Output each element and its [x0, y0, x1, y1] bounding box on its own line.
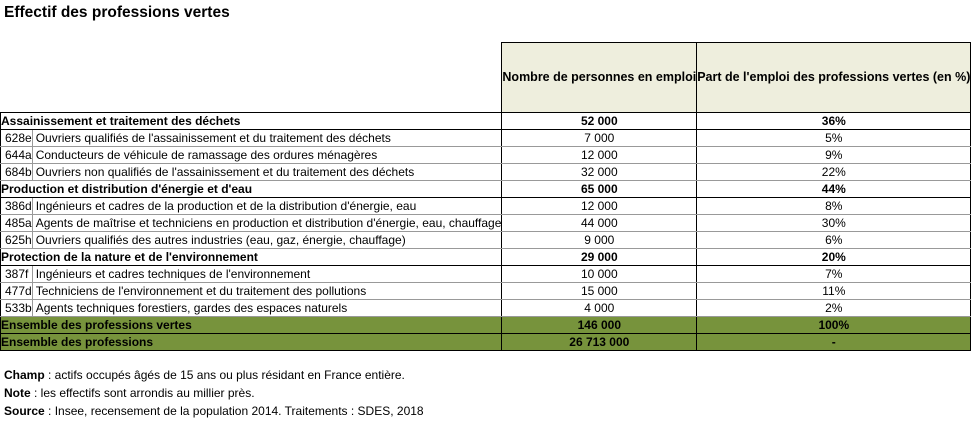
profession-count: 7 000 — [502, 130, 697, 147]
table-row — [1, 283, 971, 300]
total-row — [1, 334, 971, 351]
total-label: Ensemble des professions — [1, 334, 502, 351]
total-share: 100% — [697, 317, 971, 334]
note-line — [4, 384, 424, 402]
profession-code: 533b — [1, 300, 33, 317]
group-row — [1, 181, 971, 198]
note-text: : Insee, recensement de la population 2014. Traitements : SDES, 2018 — [44, 404, 424, 418]
group-share: 44% — [697, 181, 971, 198]
profession-label: Techniciens de l'environnement et du traitement des pollutions — [32, 283, 502, 300]
profession-share: 7% — [697, 266, 971, 283]
table-row — [1, 300, 971, 317]
profession-label: Ouvriers qualifiés des autres industries (eau, gaz, énergie, chauffage) — [32, 232, 502, 249]
group-share: 36% — [697, 113, 971, 130]
group-count: 29 000 — [502, 249, 697, 266]
profession-label: Agents techniques forestiers, gardes des espaces naturels — [32, 300, 502, 317]
profession-code: 684b — [1, 164, 33, 181]
note-key: Source — [4, 404, 45, 418]
profession-share: 30% — [697, 215, 971, 232]
profession-count: 12 000 — [502, 198, 697, 215]
profession-label: Ingénieurs et cadres techniques de l'environnement — [32, 266, 502, 283]
profession-share: 9% — [697, 147, 971, 164]
profession-label: Ouvriers non qualifiés de l'assainissement et du traitement des déchets — [32, 164, 502, 181]
table-row — [1, 215, 971, 232]
profession-label: Conducteurs de véhicule de ramassage des ordures ménagères — [32, 147, 502, 164]
group-row — [1, 249, 971, 266]
profession-code: 387f — [1, 266, 33, 283]
profession-count: 12 000 — [502, 147, 697, 164]
group-share: 20% — [697, 249, 971, 266]
profession-count: 9 000 — [502, 232, 697, 249]
profession-share: 6% — [697, 232, 971, 249]
profession-label: Agents de maîtrise et techniciens en production et distribution d'énergie, eau, chauffage — [32, 215, 502, 232]
table-row — [1, 232, 971, 249]
total-label: Ensemble des professions vertes — [1, 317, 502, 334]
profession-count: 44 000 — [502, 215, 697, 232]
profession-share: 2% — [697, 300, 971, 317]
group-label: Assainissement et traitement des déchets — [1, 113, 502, 130]
profession-count: 32 000 — [502, 164, 697, 181]
table-body — [1, 113, 971, 351]
total-row — [1, 317, 971, 334]
page-title: Effectif des professions vertes — [4, 4, 230, 21]
total-count: 26 713 000 — [502, 334, 697, 351]
table-header-row — [1, 43, 971, 113]
profession-label: Ingénieurs et cadres de la production et de la distribution d'énergie, eau — [32, 198, 502, 215]
profession-count: 10 000 — [502, 266, 697, 283]
note-key: Champ — [4, 368, 45, 382]
note-key: Note — [4, 386, 31, 400]
total-share: - — [697, 334, 971, 351]
profession-code: 628e — [1, 130, 33, 147]
group-label: Protection de la nature et de l'environnement — [1, 249, 502, 266]
table-row — [1, 164, 971, 181]
header-count: Nombre de personnes en emploi — [502, 43, 697, 113]
profession-code: 485a — [1, 215, 33, 232]
profession-code: 644a — [1, 147, 33, 164]
header-blank — [1, 43, 502, 113]
profession-share: 5% — [697, 130, 971, 147]
profession-label: Ouvriers qualifiés de l'assainissement et du traitement des déchets — [32, 130, 502, 147]
profession-count: 4 000 — [502, 300, 697, 317]
table-row — [1, 130, 971, 147]
table-row — [1, 198, 971, 215]
group-row — [1, 113, 971, 130]
group-count: 65 000 — [502, 181, 697, 198]
profession-share: 11% — [697, 283, 971, 300]
note-line — [4, 402, 424, 420]
note-text: : actifs occupés âgés de 15 ans ou plus résidant en France entière. — [44, 368, 405, 382]
profession-code: 625h — [1, 232, 33, 249]
profession-count: 15 000 — [502, 283, 697, 300]
note-text: : les effectifs sont arrondis au millier près. — [30, 386, 255, 400]
note-line — [4, 366, 424, 384]
notes — [4, 366, 424, 420]
group-label: Production et distribution d'énergie et d'eau — [1, 181, 502, 198]
profession-code: 386d — [1, 198, 33, 215]
total-count: 146 000 — [502, 317, 697, 334]
green-jobs-table — [0, 42, 971, 351]
group-count: 52 000 — [502, 113, 697, 130]
profession-share: 22% — [697, 164, 971, 181]
profession-share: 8% — [697, 198, 971, 215]
table-row — [1, 147, 971, 164]
profession-code: 477d — [1, 283, 33, 300]
header-share: Part de l'emploi des professions vertes (en %) — [697, 43, 971, 113]
table-row — [1, 266, 971, 283]
